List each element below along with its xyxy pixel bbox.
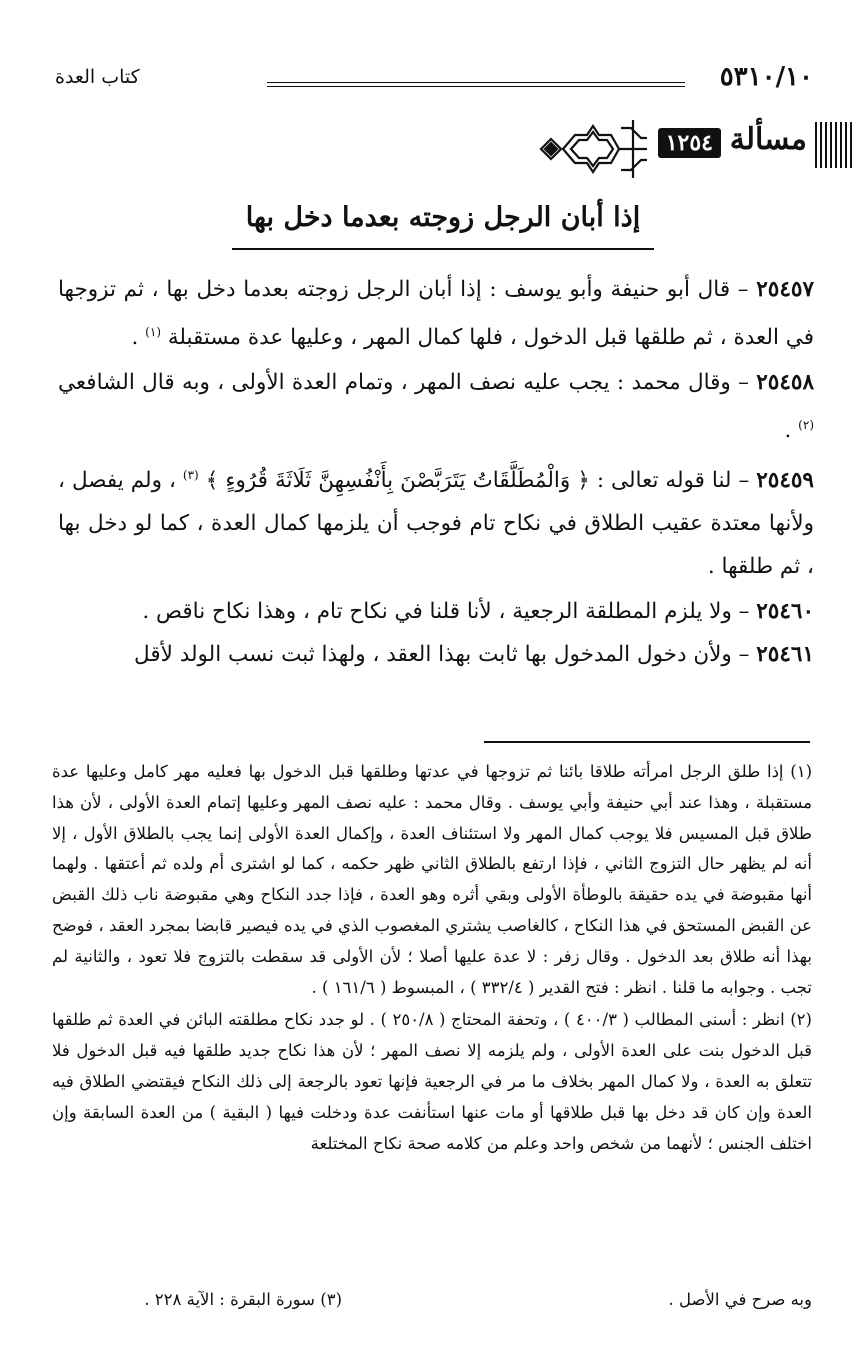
paragraph-tail: ، ولم يفصل ، ولأنها معتدة عقيب الطلاق في نكاح تام فوجب أن يلزمها كمال العدة ، كما لو دخل بها ، ثم طلقها . [58,468,814,580]
book-title: كتاب العدة [55,66,140,88]
paragraph [58,633,814,676]
paragraph-number: ٢٥٤٦١ [756,642,814,668]
footnote-2: (٢) انظر : أسنى المطالب ( ٤٠٠/٣ ) ، وتحفة المحتاج ( ٢٥٠/٨ ) . لو جدد نكاح مطلقته البائن في العدة ثم طلقها قبل الدخول بنت على العدة الأولى ، ولم يلزمه إلا نصف المهر ؛ لأن هذا نكاح جديد طلقها فيه قبل الدخول فلا تتعلق به العدة ، ولا كمال المهر بخلاف ما مر في الرجعية فإنها تعود بالرجعة إلى ذلك النكاح فيقتضي الطلاق فيه العدة وإن كان قد دخل بها قبل طلاقها أو مات عنها استأنفت عدة ودخلت فيها ( البقية ) من العدة السابقة وإن اختلف الجنس ؛ لأنهما من شخص واحد وعلم من كلامه صحة نكاح المختلعة [52,1010,812,1153]
paragraph-tail: . [784,418,799,444]
footnote-ref: (١) [145,325,161,339]
paragraph-text: – ولأن دخول المدخول بها ثابت بهذا العقد ، ولهذا ثبت نسب الولد لأقل [134,642,757,668]
masala-label: مسألة [729,122,807,157]
paragraph-text: – ولا يلزم المطلقة الرجعية ، لأنا قلنا في نكاح تام ، وهذا نكاح ناقص . [142,599,757,625]
footnote-separator [484,741,810,743]
paragraph [58,590,814,633]
footnote-1: (١) إذا طلق الرجل امرأته طلاقا بائنا ثم تزوجها في عدتها وطلقها قبل الدخول بها فعليه مهر كامل وعليها عدة مستقبلة ، وهذا عند أبي حنيفة وأبي يوسف . وقال محمد : عليه نصف المهر وعليها إتمام العدة الأولى ، لأن هذا طلاق قبل المسيس فلا يوجب كمال المهر ولا استئناف العدة ، وإكمال العدة الأولى إنما يجب بالطلاق الأول ، إلا أنه لم يظهر حال التزوج الثاني ، فإذا ارتفع بالطلاق الثاني ظهر حكمه ، كما لو اشترى أم ولده ثم أعتقها . ولهما أنها مقبوضة في يده حقيقة بالوطأة الأولى وبقي أثره وهو العدة ، فإذا جدد النكاح وهي مقبوضة ناب ذلك القبض عن القبض المستحق في هذا النكاح ، كالغاصب يشتري المغصوب الذي في يده فيصير قابضا بمجرد العقد ، فوضح بهذا أنه طلاق بعد الدخول . وقال زفر : لا عدة عليها أصلا ؛ لأن الأولى قد سقطت بالتزوج فلا تعود ، والثانية لم تجب . وجوابه ما قلنا . انظر : فتح القدير ( ٣٣٢/٤ ) ، المبسوط ( ١٦١/٦ ) . [52,762,812,997]
paragraph-text: – وقال محمد : يجب عليه نصف المهر ، وتمام العدة الأولى ، وبه قال الشافعي [58,370,757,396]
geometric-ornament-icon [535,118,647,180]
paragraph [58,268,814,359]
paragraph-number: ٢٥٤٥٩ [756,468,814,494]
paragraph-text: – لنا قوله تعالى : ﴿ وَالْمُطَلَّقَاتُ يَتَرَبَّصْنَ بِأَنْفُسِهِنَّ ثَلَاثَةَ قُرُوءٍ ﴾ [205,468,757,494]
vertical-bars-ornament [815,122,853,168]
paragraph [58,454,814,588]
paragraph-number: ٢٥٤٥٧ [756,277,814,302]
footnote-ref: (٢) [798,418,814,433]
paragraph-number: ٢٥٤٥٨ [756,370,814,396]
footnote-3: (٣) سورة البقرة : الآية ٢٢٨ . [144,1290,342,1309]
paragraph-text: – قال أبو حنيفة وأبو يوسف : إذا أبان الرجل زوجته بعدما دخل بها ، ثم تزوجها في العدة ، ثم طلقها قبل الدخول ، فلها كمال المهر ، وعليها عدة مستقبلة [58,277,814,351]
page-reference: ٥٣١٠/١٠ [719,62,813,92]
paragraph-tail: . [131,325,146,351]
footnote-2-end: وبه صرح في الأصل . [668,1290,812,1309]
section-title: إذا أبان الرجل زوجته بعدما دخل بها [245,202,641,233]
paragraph [58,361,814,452]
running-header [55,62,813,102]
footnotes [52,757,812,1159]
masala-number: ١٢٥٤ [658,128,721,158]
header-double-rule [267,82,685,87]
section-title-box [232,196,654,250]
footnote-last-line [52,1290,812,1322]
masala-banner [535,118,853,180]
paragraph-number: ٢٥٤٦٠ [756,599,814,625]
main-text [58,268,814,676]
footnote-ref: (٣) [182,468,199,483]
